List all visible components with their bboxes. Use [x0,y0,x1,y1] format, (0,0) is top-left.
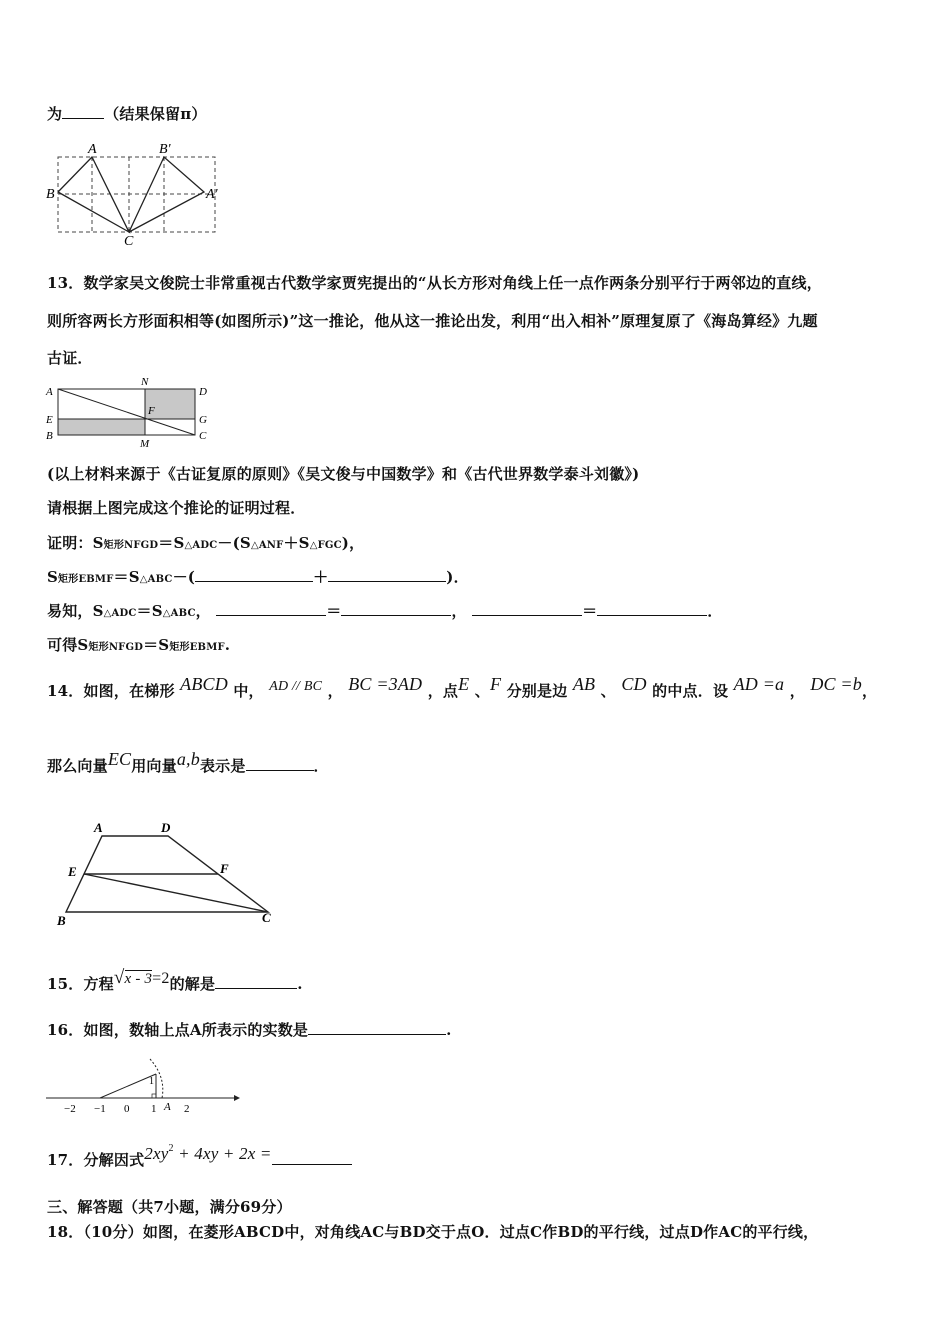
tick-2: 2 [184,1103,190,1115]
section-3-title: 三、解答题（共7小题，满分69分） [47,1198,292,1216]
answer-blank[interactable] [597,601,707,616]
label-N: N [141,376,149,388]
q13-proof-line4: 可得S矩形NFGD＝S矩形EBMF. [47,636,231,654]
right-angle-mark [152,1094,156,1098]
tick-minus2: −2 [64,1103,76,1115]
label-B: B [46,187,55,202]
point-A: A [164,1101,171,1113]
label-B1: B' [159,142,171,157]
shaded-ebmf [58,419,145,435]
answer-blank[interactable] [62,104,104,119]
axis-arrow [234,1095,240,1101]
q18-line: 18．（10分）如图，在菱形ABCD中，对角线AC与BD交于点O．过点C作BD的平行线，过点D作AC的平行线， [47,1223,819,1241]
q17-line: 17．分解因式$2xy^2 + 4xy + 2x$ = [47,1149,352,1170]
q14-line1: 14．如图，在梯形 ABCD 中， AD // BC ， BC =3AD ，点E 、F 分别是边 AB 、 CD 的中点．设 AD =a ， DC =b， [47,674,878,700]
q13-proof-line3: 易知，S△ADC＝S△ABC， ＝ ， ＝ ． [47,602,723,620]
q13-source: (以上材料来源于《古证复原的原则》《吴文俊与中国数学》和《古代世界数学泰斗刘徽》) [47,465,640,483]
label-D: D [199,386,207,398]
q15-line: 15．方程√x - 3=2的解是 . [47,967,303,993]
label-G: G [199,414,207,426]
sqrt-symbol: √ [113,967,125,988]
q13-ask: 请根据上图完成这个推论的证明过程． [47,499,306,517]
label-A1: A' [206,187,218,202]
label-E: E [68,864,77,879]
answer-blank[interactable] [246,756,314,771]
q13-line1: 13．数学家吴文俊院士非常重视古代数学家贾宪提出的“从长方形对角线上任一点作两条分别平行于两邻边的直线， [47,274,822,292]
q14-figure [52,818,282,930]
answer-blank[interactable] [272,1150,352,1165]
answer-blank[interactable] [472,601,582,616]
tick-0: 0 [124,1103,130,1115]
q16-figure [44,1057,244,1119]
label-F: F [220,861,229,876]
label-B: B [57,913,66,928]
q13-figure [44,375,224,450]
tick-minus1: −1 [94,1103,106,1115]
segment-ec [84,874,268,912]
label-C: C [262,910,271,925]
answer-blank[interactable] [216,601,326,616]
q13-proof-line2: S矩形EBMF＝S△ABC－( ＋ )． [47,568,469,586]
label-M: M [140,438,150,450]
tick-1: 1 [151,1103,157,1115]
leg-length: 1 [149,1076,154,1087]
answer-blank[interactable] [328,567,446,582]
q14-line2: 那么向量EC用向量a,b表示是 ． [47,749,329,775]
label-A: A [46,386,53,398]
label-E: E [46,414,53,426]
answer-blank[interactable] [341,601,451,616]
label-F: F [148,405,155,417]
label-D: D [161,820,171,835]
q13-line2: 则所容两长方形面积相等(如图所示)”这一推论，他从这一推论出发，利用“出入相补”原理复原了《海岛算经》九题 [47,312,818,330]
q16-line: 16．如图，数轴上点A所表示的实数是 . [47,1021,452,1039]
q13-line3: 古证． [47,349,93,367]
answer-blank[interactable] [308,1020,446,1035]
q13-proof-line1: 证明：S矩形NFGD＝S△ADC－(S△ANF＋S△FGC)， [47,534,365,552]
answer-blank[interactable] [195,567,313,582]
label-B: B [46,430,53,442]
hypotenuse [100,1074,156,1098]
answer-blank[interactable] [215,974,297,989]
label-C: C [199,430,207,442]
q12-tail-line: 为 （结果保留π） [47,105,207,123]
label-A: A [88,142,97,157]
q12-figure [44,137,229,249]
label-A: A [94,820,103,835]
label-C: C [124,234,134,249]
